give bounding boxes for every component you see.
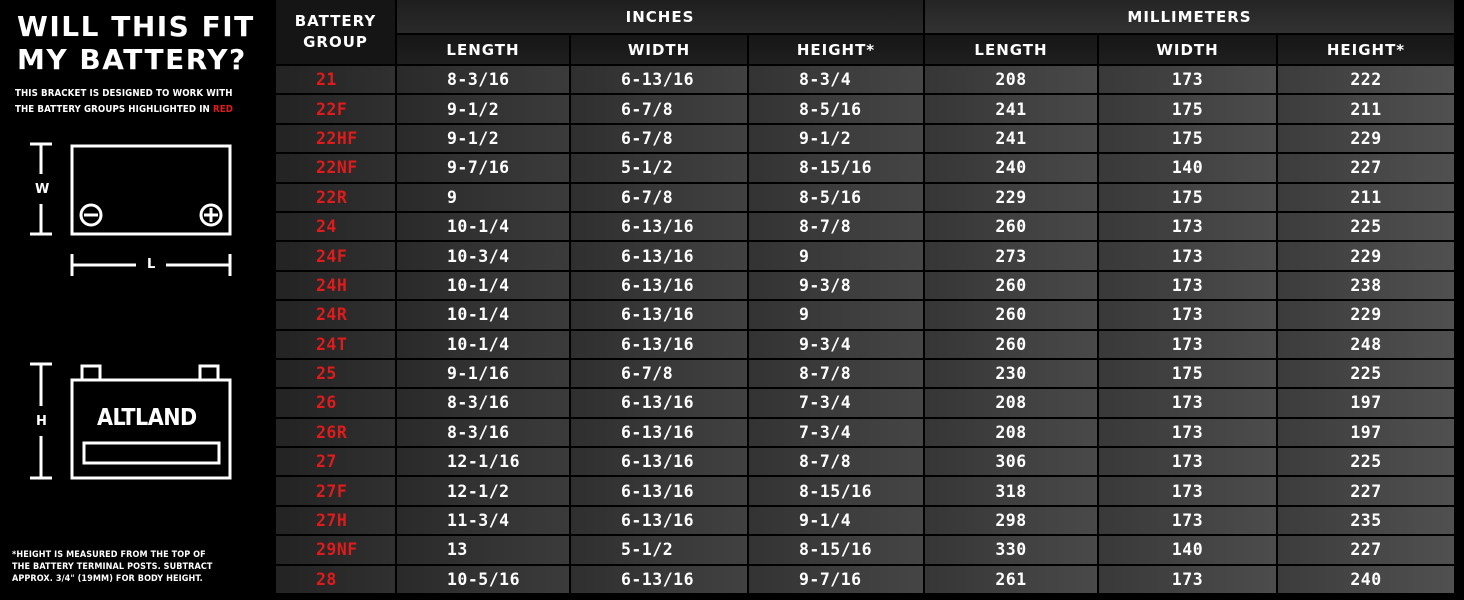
cell-inches-height: 8-7/8 bbox=[749, 213, 925, 242]
length-label: L bbox=[147, 257, 156, 272]
cell-inches-width: 6-13/16 bbox=[571, 242, 749, 271]
cell-mm-length: 208 bbox=[925, 66, 1099, 95]
cell-inches-height: 9-7/16 bbox=[749, 566, 925, 595]
cell-inches-height: 8-5/16 bbox=[749, 184, 925, 213]
cell-inches-length: 9-1/16 bbox=[397, 360, 571, 389]
cell-mm-height: 225 bbox=[1278, 448, 1456, 477]
cell-mm-height: 197 bbox=[1278, 419, 1456, 448]
cell-mm-width: 175 bbox=[1099, 125, 1278, 154]
title-line-1: WILL THIS FIT bbox=[17, 10, 255, 43]
subtitle-line-1: THIS BRACKET IS DESIGNED TO WORK WITH bbox=[15, 88, 233, 99]
cell-mm-height: 197 bbox=[1278, 389, 1456, 418]
cell-inches-height: 9-3/4 bbox=[749, 331, 925, 360]
cell-inches-width: 6-7/8 bbox=[571, 95, 749, 124]
cell-mm-length: 306 bbox=[925, 448, 1099, 477]
cell-mm-length: 273 bbox=[925, 242, 1099, 271]
cell-mm-length: 241 bbox=[925, 95, 1099, 124]
cell-mm-height: 235 bbox=[1278, 507, 1456, 536]
footnote-line-3: APPROX. 3/4" (19MM) FOR BODY HEIGHT. bbox=[12, 574, 203, 584]
height-footnote bbox=[12, 549, 274, 585]
cell-inches-width: 6-13/16 bbox=[571, 419, 749, 448]
cell-mm-length: 208 bbox=[925, 389, 1099, 418]
cell-inches-width: 6-13/16 bbox=[571, 213, 749, 242]
battery-group-header-line-1: BATTERY bbox=[294, 12, 377, 30]
cell-mm-width: 173 bbox=[1099, 448, 1278, 477]
cell-mm-width: 140 bbox=[1099, 154, 1278, 183]
cell-battery-group: 24T bbox=[276, 331, 397, 360]
cell-inches-length: 10-3/4 bbox=[397, 242, 571, 271]
cell-mm-height: 229 bbox=[1278, 301, 1456, 330]
cell-inches-length: 10-1/4 bbox=[397, 331, 571, 360]
info-panel bbox=[0, 0, 275, 600]
cell-mm-width: 173 bbox=[1099, 66, 1278, 95]
column-header-inches-height: HEIGHT* bbox=[749, 35, 925, 66]
altland-logo: ALTLAND bbox=[97, 405, 197, 431]
cell-mm-length: 261 bbox=[925, 566, 1099, 595]
cell-inches-length: 10-1/4 bbox=[397, 301, 571, 330]
cell-inches-width: 5-1/2 bbox=[571, 154, 749, 183]
cell-inches-height: 8-15/16 bbox=[749, 536, 925, 565]
cell-mm-height: 227 bbox=[1278, 536, 1456, 565]
cell-mm-height: 211 bbox=[1278, 184, 1456, 213]
cell-mm-width: 173 bbox=[1099, 242, 1278, 271]
cell-mm-length: 229 bbox=[925, 184, 1099, 213]
cell-inches-length: 13 bbox=[397, 536, 571, 565]
cell-mm-length: 240 bbox=[925, 154, 1099, 183]
cell-inches-length: 12-1/2 bbox=[397, 477, 571, 506]
subtitle bbox=[15, 86, 270, 118]
battery-group-header-line-2: GROUP bbox=[303, 33, 368, 51]
cell-inches-length: 8-3/16 bbox=[397, 66, 571, 95]
cell-inches-length: 10-1/4 bbox=[397, 213, 571, 242]
subtitle-line-2 bbox=[15, 102, 270, 118]
cell-mm-height: 225 bbox=[1278, 213, 1456, 242]
cell-mm-length: 260 bbox=[925, 301, 1099, 330]
cell-inches-width: 6-13/16 bbox=[571, 272, 749, 301]
cell-battery-group: 27F bbox=[276, 477, 397, 506]
cell-mm-height: 229 bbox=[1278, 242, 1456, 271]
cell-inches-length: 12-1/16 bbox=[397, 448, 571, 477]
cell-mm-width: 173 bbox=[1099, 419, 1278, 448]
cell-battery-group: 26 bbox=[276, 389, 397, 418]
battery-top-view-diagram bbox=[20, 138, 250, 283]
cell-inches-length: 10-1/4 bbox=[397, 272, 571, 301]
cell-mm-height: 225 bbox=[1278, 360, 1456, 389]
cell-battery-group: 24F bbox=[276, 242, 397, 271]
column-header-inches-length: LENGTH bbox=[397, 35, 571, 66]
cell-inches-length: 11-3/4 bbox=[397, 507, 571, 536]
table-grid bbox=[276, 0, 1456, 595]
cell-mm-length: 298 bbox=[925, 507, 1099, 536]
cell-inches-height: 7-3/4 bbox=[749, 389, 925, 418]
cell-inches-length: 9-1/2 bbox=[397, 125, 571, 154]
cell-mm-height: 211 bbox=[1278, 95, 1456, 124]
cell-mm-width: 173 bbox=[1099, 272, 1278, 301]
cell-inches-height: 8-3/4 bbox=[749, 66, 925, 95]
cell-battery-group: 24 bbox=[276, 213, 397, 242]
page-title bbox=[17, 10, 267, 76]
cell-inches-width: 5-1/2 bbox=[571, 536, 749, 565]
cell-inches-length: 8-3/16 bbox=[397, 389, 571, 418]
cell-battery-group: 26R bbox=[276, 419, 397, 448]
inches-header: INCHES bbox=[397, 0, 925, 35]
battery-size-table bbox=[276, 0, 1464, 600]
cell-inches-width: 6-13/16 bbox=[571, 448, 749, 477]
cell-mm-height: 222 bbox=[1278, 66, 1456, 95]
cell-inches-width: 6-7/8 bbox=[571, 184, 749, 213]
title-line-2: MY BATTERY? bbox=[17, 43, 247, 76]
cell-battery-group: 25 bbox=[276, 360, 397, 389]
cell-mm-height: 229 bbox=[1278, 125, 1456, 154]
cell-inches-width: 6-7/8 bbox=[571, 360, 749, 389]
cell-battery-group: 24H bbox=[276, 272, 397, 301]
column-header-mm-height: HEIGHT* bbox=[1278, 35, 1456, 66]
cell-inches-width: 6-13/16 bbox=[571, 507, 749, 536]
cell-battery-group: 21 bbox=[276, 66, 397, 95]
cell-battery-group: 22R bbox=[276, 184, 397, 213]
cell-inches-height: 8-5/16 bbox=[749, 95, 925, 124]
cell-mm-height: 240 bbox=[1278, 566, 1456, 595]
cell-mm-length: 318 bbox=[925, 477, 1099, 506]
cell-battery-group: 28 bbox=[276, 566, 397, 595]
width-label: W bbox=[35, 182, 50, 197]
cell-battery-group: 27 bbox=[276, 448, 397, 477]
cell-mm-height: 227 bbox=[1278, 154, 1456, 183]
cell-mm-width: 175 bbox=[1099, 184, 1278, 213]
cell-mm-length: 330 bbox=[925, 536, 1099, 565]
cell-inches-height: 9-1/2 bbox=[749, 125, 925, 154]
cell-inches-length: 9-1/2 bbox=[397, 95, 571, 124]
height-label: H bbox=[36, 414, 47, 429]
cell-inches-length: 8-3/16 bbox=[397, 419, 571, 448]
cell-mm-width: 175 bbox=[1099, 360, 1278, 389]
cell-inches-height: 8-7/8 bbox=[749, 360, 925, 389]
cell-inches-height: 8-7/8 bbox=[749, 448, 925, 477]
cell-mm-width: 173 bbox=[1099, 477, 1278, 506]
column-header-mm-length: LENGTH bbox=[925, 35, 1099, 66]
cell-mm-length: 260 bbox=[925, 213, 1099, 242]
column-header-mm-width: WIDTH bbox=[1099, 35, 1278, 66]
cell-mm-height: 238 bbox=[1278, 272, 1456, 301]
cell-inches-width: 6-13/16 bbox=[571, 389, 749, 418]
cell-inches-height: 9 bbox=[749, 301, 925, 330]
cell-battery-group: 24R bbox=[276, 301, 397, 330]
cell-inches-width: 6-13/16 bbox=[571, 301, 749, 330]
cell-inches-height: 7-3/4 bbox=[749, 419, 925, 448]
battery-group-header bbox=[276, 0, 397, 66]
cell-inches-height: 9-1/4 bbox=[749, 507, 925, 536]
cell-mm-width: 173 bbox=[1099, 213, 1278, 242]
cell-mm-height: 248 bbox=[1278, 331, 1456, 360]
cell-inches-height: 9-3/8 bbox=[749, 272, 925, 301]
cell-mm-length: 260 bbox=[925, 331, 1099, 360]
cell-mm-width: 173 bbox=[1099, 301, 1278, 330]
cell-inches-length: 10-5/16 bbox=[397, 566, 571, 595]
cell-mm-length: 208 bbox=[925, 419, 1099, 448]
cell-mm-length: 241 bbox=[925, 125, 1099, 154]
cell-mm-width: 140 bbox=[1099, 536, 1278, 565]
cell-inches-width: 6-13/16 bbox=[571, 66, 749, 95]
cell-mm-height: 227 bbox=[1278, 477, 1456, 506]
column-header-inches-width: WIDTH bbox=[571, 35, 749, 66]
cell-mm-width: 173 bbox=[1099, 389, 1278, 418]
cell-inches-width: 6-13/16 bbox=[571, 477, 749, 506]
cell-inches-width: 6-7/8 bbox=[571, 125, 749, 154]
subtitle-line-2-text: THE BATTERY GROUPS HIGHLIGHTED IN bbox=[15, 104, 213, 115]
cell-battery-group: 29NF bbox=[276, 536, 397, 565]
cell-mm-width: 175 bbox=[1099, 95, 1278, 124]
cell-battery-group: 22NF bbox=[276, 154, 397, 183]
cell-inches-height: 8-15/16 bbox=[749, 477, 925, 506]
footnote-line-1: *HEIGHT IS MEASURED FROM THE TOP OF bbox=[12, 550, 206, 560]
cell-inches-height: 9 bbox=[749, 242, 925, 271]
cell-mm-width: 173 bbox=[1099, 331, 1278, 360]
subtitle-red-word: RED bbox=[212, 104, 233, 115]
cell-inches-width: 6-13/16 bbox=[571, 566, 749, 595]
cell-inches-height: 8-15/16 bbox=[749, 154, 925, 183]
cell-mm-length: 230 bbox=[925, 360, 1099, 389]
footnote-line-2: THE BATTERY TERMINAL POSTS. SUBTRACT bbox=[12, 562, 213, 572]
battery-outline bbox=[72, 146, 230, 234]
cell-mm-length: 260 bbox=[925, 272, 1099, 301]
cell-battery-group: 22HF bbox=[276, 125, 397, 154]
millimeters-header: MILLIMETERS bbox=[925, 0, 1456, 35]
cell-inches-length: 9-7/16 bbox=[397, 154, 571, 183]
cell-battery-group: 27H bbox=[276, 507, 397, 536]
cell-inches-width: 6-13/16 bbox=[571, 331, 749, 360]
cell-inches-length: 9 bbox=[397, 184, 571, 213]
cell-mm-width: 173 bbox=[1099, 566, 1278, 595]
cell-battery-group: 22F bbox=[276, 95, 397, 124]
cell-mm-width: 173 bbox=[1099, 507, 1278, 536]
